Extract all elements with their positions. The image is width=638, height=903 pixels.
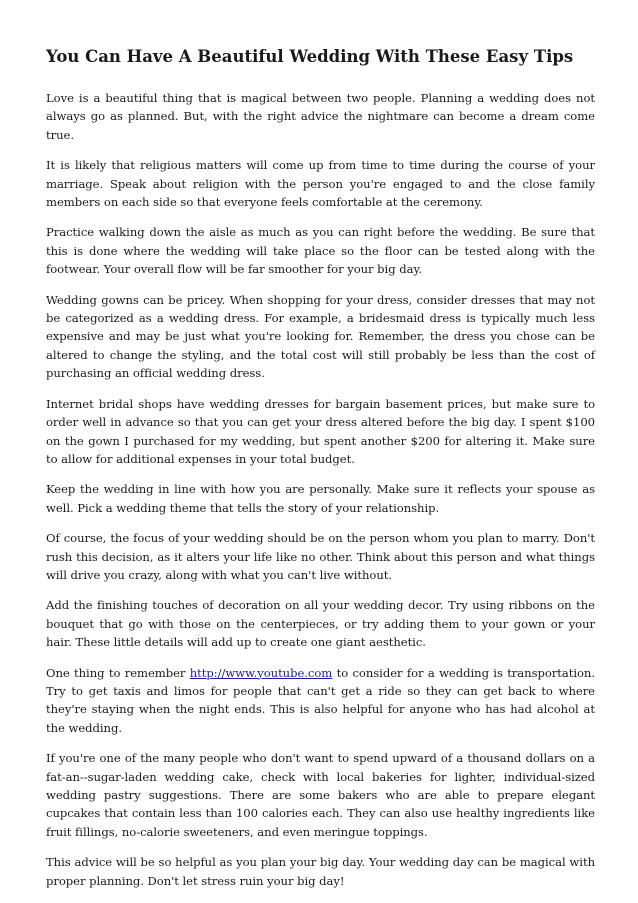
paragraph-focus-on-person: Of course, the focus of your wedding should be on the person whom you plan to marry. Don't rush this decision, as it alters your life like no other. Think about this person and what things will drive you crazy, along with what you can't live without. [46,531,595,582]
paragraph-wedding-cake: If you're one of the many people who don't want to spend upward of a thousand dollars on a fat-an--sugar-laden wedding cake, check with local bakeries for lighter, individual-sized wedding pastry suggestions. There are some bakers who are able to prepare elegant cupcakes that contain less than 100 calories each. They can also use healthy ingredients like fruit fillings, no-calorie sweeteners, and even meringue toppings. [46,751,595,839]
paragraph-religion: It is likely that religious matters will come up from time to time during the course of your marriage. Speak about religion with the person you're engaged to and the close family members on each side so that everyone feels comfortable at the ceremony. [46,158,595,210]
paragraph-bridal-shops: Internet bridal shops have wedding dresses for bargain basement prices, but make sure to order well in advance so that you can get your dress altered before the big day. I spent $100 on the gown I purchased for my wedding, but spent another $200 for altering it. Make sure to allow for additional expenses in your total budget. [46,396,595,466]
paragraph-closing: This advice will be so helpful as you plan your big day. Your wedding day can be magical with proper planning. Don't let stress ruin your big day! [46,855,595,888]
document-title: You Can Have A Beautiful Wedding With These Easy Tips [46,47,574,66]
paragraph-wedding-gowns: Wedding gowns can be pricey. When shopping for your dress, consider dresses that may not be categorized as a wedding dress. For example, a bridesmaid dress is typically much less expensive and may be just what you're looking for. Remember, the dress you chose can be altered to change the styling, and the total cost will still probably be less than the cost of purchasing an official wedding dress. [46,292,595,381]
youtube-link[interactable]: http://www.youtube.com [189,665,333,680]
transportation-text-after: to consider for a wedding is transportation. Try to get taxis and limos for people that can't get a ride so they can get back to where they're staying when the night ends. This is also helpful for anyone who has had alcohol at the wedding. [46,665,595,735]
document-page [46,46,595,902]
paragraph-intro: Love is a beautiful thing that is magical between two people. Planning a wedding does not always go as planned. But, with the right advice the nightmare can become a dream come true. [46,91,595,142]
paragraph-wedding-theme: Keep the wedding in line with how you are personally. Make sure it reflects your spouse as well. Pick a wedding theme that tells the story of your relationship. [46,482,595,515]
paragraph-aisle-practice: Practice walking down the aisle as much as you can right before the wedding. Be sure that this is done where the wedding will take place so the floor can be tested along with the footwear. Your overall flow will be far smoother for your big day. [46,225,595,277]
paragraph-decor: Add the finishing touches of decoration on all your wedding decor. Try using ribbons on the bouquet that go with those on the centerpieces, or try adding them to your gown or your hair. These little details will add up to create one giant aesthetic. [46,598,595,650]
transportation-text-before: One thing to remember [46,665,190,680]
paragraph-transportation [46,664,595,738]
